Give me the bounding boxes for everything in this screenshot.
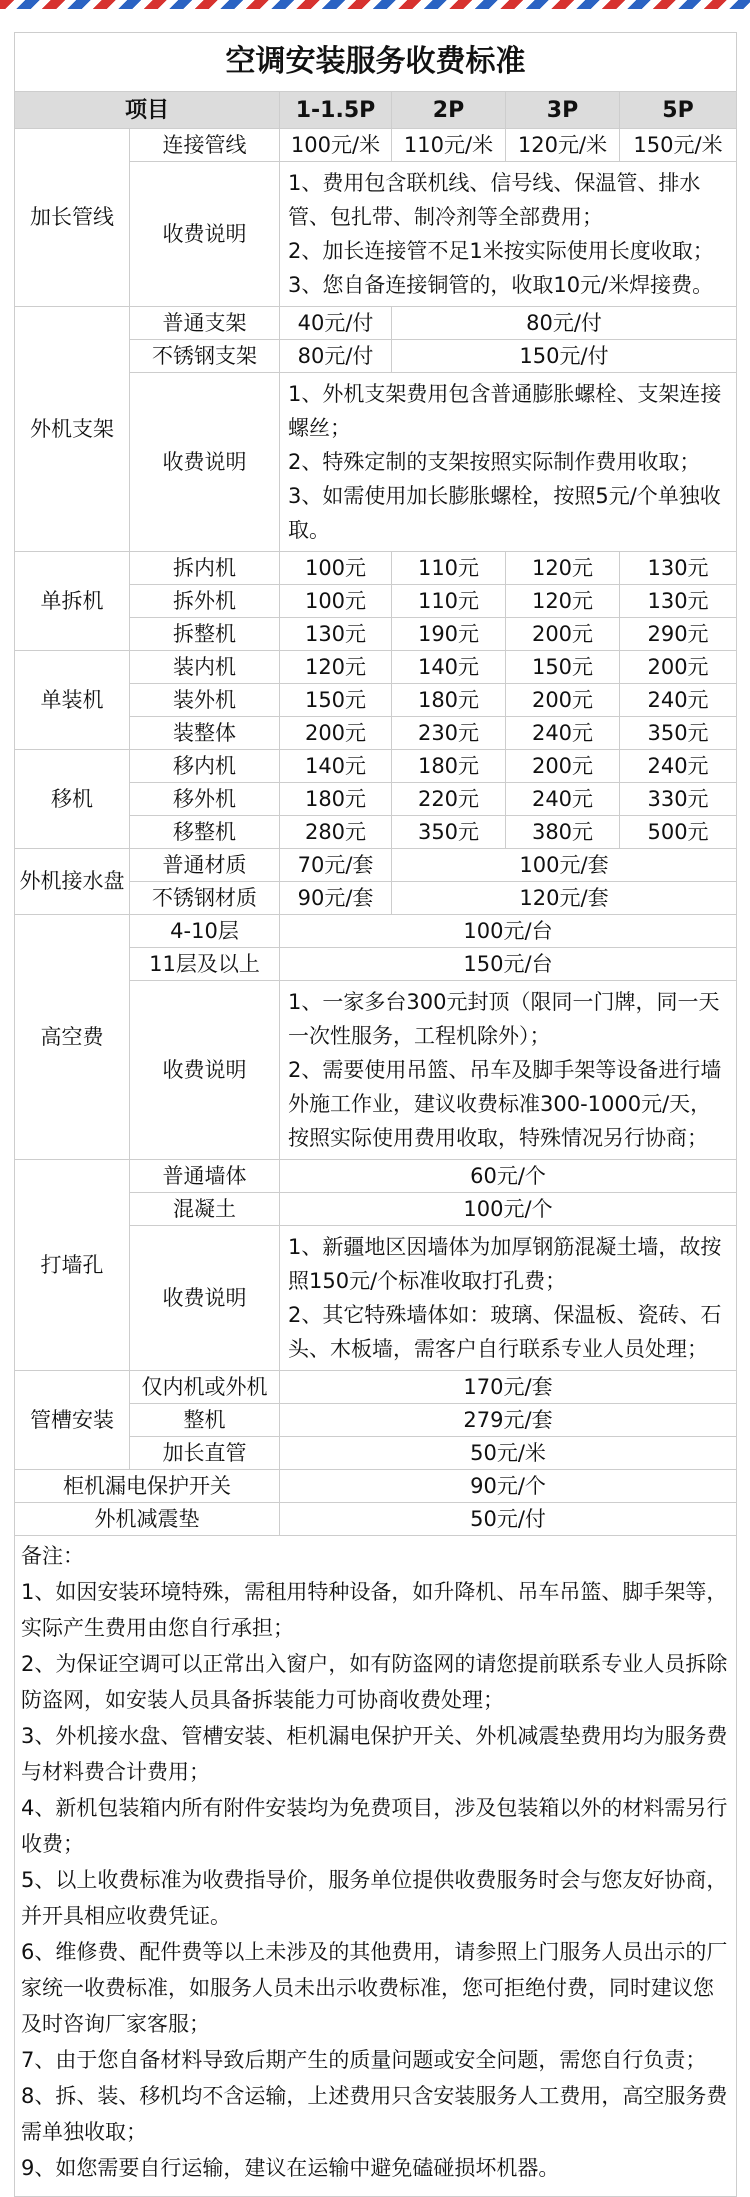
row-label: 拆整机 [130, 618, 280, 651]
description-line: 2、加长连接管不足1米按实际使用长度收取； [288, 239, 714, 263]
row-label: 移内机 [130, 750, 280, 783]
price-table [14, 32, 737, 2197]
price-cell: 279元/套 [280, 1404, 737, 1437]
note-item: 4、新机包装箱内所有附件安装均为免费项目，涉及包装箱以外的材料需另行收费； [21, 1796, 728, 1856]
price-cell: 140元 [280, 750, 392, 783]
price-cell: 200元 [620, 651, 737, 684]
price-cell: 280元 [280, 816, 392, 849]
row-label: 外机减震垫 [15, 1503, 280, 1536]
row-label: 不锈钢材质 [130, 882, 280, 915]
price-cell: 180元 [392, 750, 506, 783]
price-cell: 120元 [280, 651, 392, 684]
description-line: 1、外机支架费用包含普通膨胀螺栓、支架连接螺丝； [288, 382, 722, 440]
description-line: 3、如需使用加长膨胀螺栓，按照5元/个单独收取。 [288, 484, 721, 542]
table-row [15, 750, 737, 783]
table-row [15, 1503, 737, 1536]
row-label: 收费说明 [130, 1226, 280, 1371]
price-cell: 200元 [506, 684, 620, 717]
price-cell: 130元 [280, 618, 392, 651]
row-label: 混凝土 [130, 1193, 280, 1226]
note-item: 5、以上收费标准为收费指导价，服务单位提供收费服务时会与您友好协商，并开具相应收费凭证。 [21, 1868, 728, 1928]
price-cell: 120元/套 [392, 882, 737, 915]
price-cell: 290元 [620, 618, 737, 651]
price-cell: 50元/付 [280, 1503, 737, 1536]
table-title: 空调安装服务收费标准 [15, 33, 737, 92]
description-cell [280, 981, 737, 1160]
price-cell: 80元/付 [392, 307, 737, 340]
row-label: 拆内机 [130, 552, 280, 585]
row-label: 收费说明 [130, 162, 280, 307]
description-cell [280, 162, 737, 307]
note-item: 9、如您需要自行运输，建议在运输中避免磕碰损坏机器。 [21, 2156, 560, 2180]
price-sheet [14, 32, 736, 2197]
description-line: 2、其它特殊墙体如：玻璃、保温板、瓷砖、石头、木板墙，需客户自行联系专业人员处理； [288, 1303, 722, 1361]
note-item: 2、为保证空调可以正常出入窗户，如有防盗网的请您提前联系专业人员拆除防盗网，如安装人员具备拆装能力可协商收费处理； [21, 1652, 728, 1712]
price-cell: 150元/米 [620, 129, 737, 162]
row-label: 11层及以上 [130, 948, 280, 981]
group-label: 移机 [15, 750, 130, 849]
row-label: 装外机 [130, 684, 280, 717]
table-row [15, 849, 737, 882]
row-label: 装内机 [130, 651, 280, 684]
price-cell: 150元 [506, 651, 620, 684]
price-cell: 110元/米 [392, 129, 506, 162]
row-label: 柜机漏电保护开关 [15, 1470, 280, 1503]
price-cell: 130元 [620, 552, 737, 585]
note-item: 3、外机接水盘、管槽安装、柜机漏电保护开关、外机减震垫费用均为服务费与材料费合计费用； [21, 1724, 728, 1784]
row-label: 普通支架 [130, 307, 280, 340]
note-item: 6、维修费、配件费等以上未涉及的其他费用，请参照上门服务人员出示的厂家统一收费标准，如服务人员未出示收费标准，您可拒绝付费，同时建议您及时咨询厂家客服； [21, 1940, 728, 2036]
description-cell [280, 373, 737, 552]
price-cell: 120元 [506, 585, 620, 618]
airmail-stripe-top [0, 0, 750, 9]
price-cell: 100元/台 [280, 915, 737, 948]
description-line: 3、您自备连接铜管的，收取10元/米焊接费。 [288, 273, 714, 297]
price-cell: 150元 [280, 684, 392, 717]
price-cell: 240元 [620, 684, 737, 717]
notes-cell [15, 1536, 737, 2197]
price-cell: 150元/台 [280, 948, 737, 981]
row-label: 移整机 [130, 816, 280, 849]
header-col: 1-1.5P [280, 92, 392, 129]
price-cell: 40元/付 [280, 307, 392, 340]
notes-row [15, 1536, 737, 2197]
header-row [15, 92, 737, 129]
price-cell: 330元 [620, 783, 737, 816]
price-cell: 100元/个 [280, 1193, 737, 1226]
table-row [15, 1470, 737, 1503]
table-row [15, 552, 737, 585]
row-label: 仅内机或外机 [130, 1371, 280, 1404]
price-cell: 90元/个 [280, 1470, 737, 1503]
price-cell: 230元 [392, 717, 506, 750]
price-cell: 350元 [392, 816, 506, 849]
group-label: 打墙孔 [15, 1160, 130, 1371]
row-label: 加长直管 [130, 1437, 280, 1470]
row-label: 4-10层 [130, 915, 280, 948]
group-label: 管槽安装 [15, 1371, 130, 1470]
row-label: 不锈钢支架 [130, 340, 280, 373]
row-label: 收费说明 [130, 373, 280, 552]
description-line: 1、新疆地区因墙体为加厚钢筋混凝土墙，故按照150元/个标准收取打孔费； [288, 1235, 722, 1293]
price-cell: 120元 [506, 552, 620, 585]
header-col: 5P [620, 92, 737, 129]
header-item: 项目 [15, 92, 280, 129]
group-label: 加长管线 [15, 129, 130, 307]
price-cell: 100元/套 [392, 849, 737, 882]
price-cell: 350元 [620, 717, 737, 750]
price-cell: 170元/套 [280, 1371, 737, 1404]
price-cell: 100元 [280, 552, 392, 585]
price-cell: 380元 [506, 816, 620, 849]
price-cell: 180元 [392, 684, 506, 717]
price-cell: 150元/付 [392, 340, 737, 373]
table-row [15, 307, 737, 340]
row-label: 装整体 [130, 717, 280, 750]
row-label: 普通墙体 [130, 1160, 280, 1193]
price-cell: 110元 [392, 585, 506, 618]
description-line: 1、费用包含联机线、信号线、保温管、排水管、包扎带、制冷剂等全部费用； [288, 171, 701, 229]
price-cell: 500元 [620, 816, 737, 849]
price-cell: 100元 [280, 585, 392, 618]
note-item: 1、如因安装环境特殊，需租用特种设备，如升降机、吊车吊篮、脚手架等，实际产生费用由您自行承担； [21, 1580, 728, 1640]
table-row [15, 651, 737, 684]
group-label: 单装机 [15, 651, 130, 750]
group-label: 高空费 [15, 915, 130, 1160]
price-cell: 240元 [620, 750, 737, 783]
price-cell: 190元 [392, 618, 506, 651]
price-cell: 110元 [392, 552, 506, 585]
price-cell: 80元/付 [280, 340, 392, 373]
price-cell: 70元/套 [280, 849, 392, 882]
row-label: 收费说明 [130, 981, 280, 1160]
row-label: 整机 [130, 1404, 280, 1437]
header-col: 2P [392, 92, 506, 129]
group-label: 外机支架 [15, 307, 130, 552]
price-cell: 120元/米 [506, 129, 620, 162]
group-label: 外机接水盘 [15, 849, 130, 915]
price-cell: 180元 [280, 783, 392, 816]
price-cell: 220元 [392, 783, 506, 816]
table-row [15, 915, 737, 948]
notes-heading: 备注： [21, 1544, 84, 1568]
header-col: 3P [506, 92, 620, 129]
description-cell [280, 1226, 737, 1371]
row-label: 连接管线 [130, 129, 280, 162]
table-row [15, 1160, 737, 1193]
price-cell: 100元/米 [280, 129, 392, 162]
table-row [15, 129, 737, 162]
price-cell: 50元/米 [280, 1437, 737, 1470]
price-cell: 60元/个 [280, 1160, 737, 1193]
description-line: 1、一家多台300元封顶（限同一门牌，同一天一次性服务，工程机除外）； [288, 990, 720, 1048]
price-cell: 240元 [506, 717, 620, 750]
table-row [15, 1371, 737, 1404]
row-label: 普通材质 [130, 849, 280, 882]
row-label: 移外机 [130, 783, 280, 816]
note-item: 7、由于您自备材料导致后期产生的质量问题或安全问题，需您自行负责； [21, 2048, 707, 2072]
price-cell: 200元 [280, 717, 392, 750]
price-cell: 200元 [506, 750, 620, 783]
description-line: 2、需要使用吊篮、吊车及脚手架等设备进行墙外施工作业，建议收费标准300-1000元/天，按照实际使用费用收取，特殊情况另行协商； [288, 1058, 722, 1150]
price-cell: 130元 [620, 585, 737, 618]
description-line: 2、特殊定制的支架按照实际制作费用收取； [288, 450, 701, 474]
price-cell: 140元 [392, 651, 506, 684]
group-label: 单拆机 [15, 552, 130, 651]
row-label: 拆外机 [130, 585, 280, 618]
price-cell: 90元/套 [280, 882, 392, 915]
note-item: 8、拆、装、移机均不含运输，上述费用只含安装服务人工费用，高空服务费需单独收取； [21, 2084, 728, 2144]
price-cell: 200元 [506, 618, 620, 651]
price-cell: 240元 [506, 783, 620, 816]
